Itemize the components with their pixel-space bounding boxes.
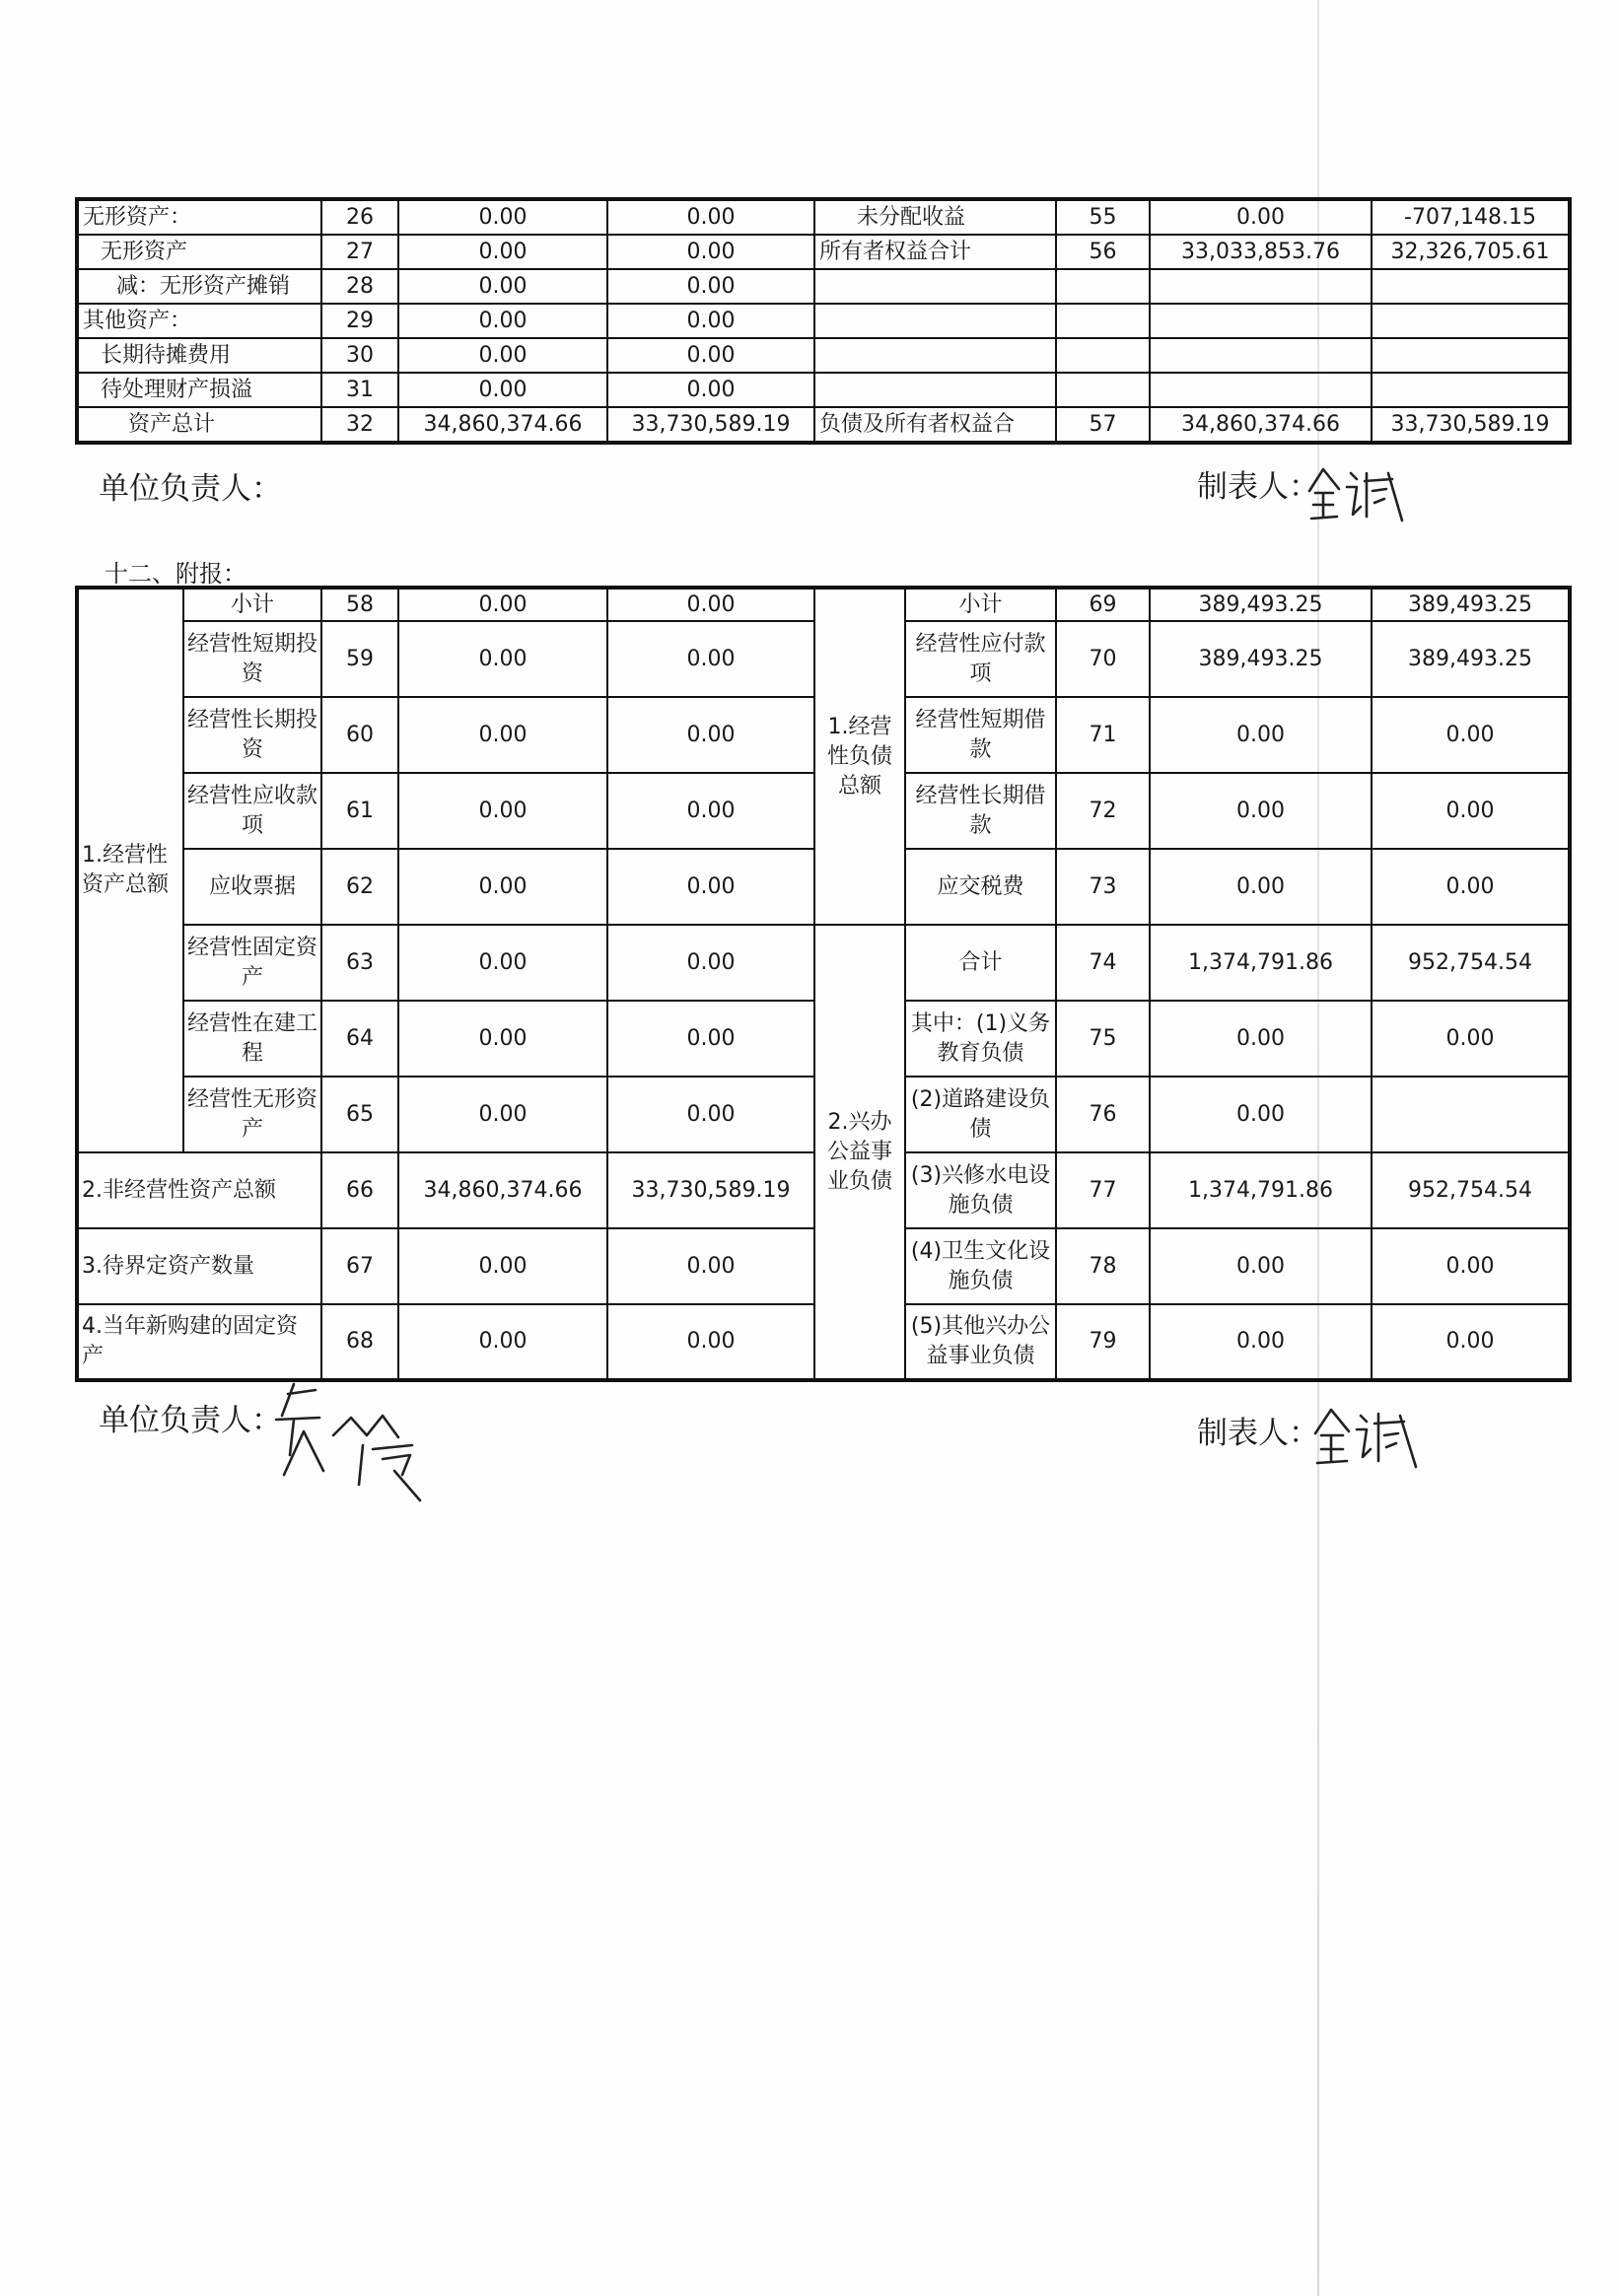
equity-begin-value: 0.00 <box>1150 199 1372 235</box>
asset-end-value: 0.00 <box>607 199 814 235</box>
appendix-right-end: 389,493.25 <box>1372 588 1570 621</box>
asset-line-no: 31 <box>321 373 398 407</box>
appendix-right-begin: 0.00 <box>1150 697 1372 773</box>
section-heading: 十二、附报： <box>105 560 246 588</box>
equity-item-label: 未分配收益 <box>814 199 1056 235</box>
asset-end-value: 0.00 <box>607 338 814 373</box>
asset-item-label: 无形资产 <box>77 235 321 269</box>
appendix-right-end <box>1372 1077 1570 1152</box>
operating-asset-label: 经营性短期投资 <box>183 621 321 697</box>
equity-end-value <box>1372 269 1570 304</box>
asset-begin-value: 0.00 <box>398 199 607 235</box>
equity-line-no <box>1056 373 1150 407</box>
equity-begin-value: 34,860,374.66 <box>1150 407 1372 443</box>
appendix-right-line-no: 71 <box>1056 697 1150 773</box>
appendix-left-end: 0.00 <box>607 849 814 925</box>
equity-item-label: 负债及所有者权益合 <box>814 407 1056 443</box>
table-row <box>77 407 1570 443</box>
table-row <box>77 269 1570 304</box>
appendix-right-begin: 1,374,791.86 <box>1150 1152 1372 1228</box>
appendix-table <box>75 586 1572 1382</box>
appendix-left-end: 0.00 <box>607 697 814 773</box>
asset-item-label: 减：无形资产摊销 <box>77 269 321 304</box>
appendix-left-end: 0.00 <box>607 621 814 697</box>
appendix-left-begin: 0.00 <box>398 621 607 697</box>
appendix-right-line-no: 76 <box>1056 1077 1150 1152</box>
operating-asset-label: 经营性固定资产 <box>183 925 321 1001</box>
preparer-signature-2 <box>1309 1400 1428 1475</box>
asset-line-no: 26 <box>321 199 398 235</box>
appendix-left-line-no: 59 <box>321 621 398 697</box>
appendix-right-end: 0.00 <box>1372 697 1570 773</box>
liability-item-label: 合计 <box>905 925 1056 1001</box>
appendix-left-begin: 34,860,374.66 <box>398 1152 607 1228</box>
appendix-right-end: 952,754.54 <box>1372 1152 1570 1228</box>
asset-line-no: 28 <box>321 269 398 304</box>
asset-begin-value: 0.00 <box>398 235 607 269</box>
asset-line-no: 30 <box>321 338 398 373</box>
equity-line-no <box>1056 269 1150 304</box>
appendix-right-begin: 0.00 <box>1150 773 1372 849</box>
appendix-right-end: 0.00 <box>1372 849 1570 925</box>
operating-asset-label: 应收票据 <box>183 849 321 925</box>
appendix-right-begin: 389,493.25 <box>1150 588 1372 621</box>
asset-line-no: 27 <box>321 235 398 269</box>
asset-end-value: 33,730,589.19 <box>607 407 814 443</box>
appendix-left-line-no: 64 <box>321 1001 398 1077</box>
appendix-right-begin: 0.00 <box>1150 1228 1372 1304</box>
appendix-left-begin: 0.00 <box>398 1001 607 1077</box>
table-row <box>77 338 1570 373</box>
equity-end-value: 32,326,705.61 <box>1372 235 1570 269</box>
liability-item-label: 小计 <box>905 588 1056 621</box>
table-row <box>77 199 1570 235</box>
appendix-right-line-no: 77 <box>1056 1152 1150 1228</box>
appendix-right-begin: 0.00 <box>1150 1304 1372 1380</box>
equity-begin-value <box>1150 338 1372 373</box>
asset-line-no: 29 <box>321 304 398 338</box>
appendix-right-line-no: 79 <box>1056 1304 1150 1380</box>
liability-item-label: (2)道路建设负债 <box>905 1077 1056 1152</box>
equity-begin-value <box>1150 373 1372 407</box>
liability-item-label: 经营性应付款项 <box>905 621 1056 697</box>
equity-item-label <box>814 269 1056 304</box>
unit-head-label: 单位负责人： <box>99 471 282 507</box>
equity-begin-value <box>1150 304 1372 338</box>
appendix-right-end: 952,754.54 <box>1372 925 1570 1001</box>
appendix-right-begin: 0.00 <box>1150 849 1372 925</box>
appendix-right-begin: 0.00 <box>1150 1001 1372 1077</box>
appendix-left-begin: 0.00 <box>398 1304 607 1380</box>
equity-item-label <box>814 373 1056 407</box>
equity-line-no: 56 <box>1056 235 1150 269</box>
equity-end-value <box>1372 304 1570 338</box>
asset-begin-value: 0.00 <box>398 373 607 407</box>
appendix-left-begin: 0.00 <box>398 773 607 849</box>
unit-head-signature <box>264 1376 442 1504</box>
liability-item-label: 经营性短期借款 <box>905 697 1056 773</box>
appendix-left-line-no: 61 <box>321 773 398 849</box>
appendix-left-line-no: 63 <box>321 925 398 1001</box>
appendix-left-end: 33,730,589.19 <box>607 1152 814 1228</box>
equity-begin-value <box>1150 269 1372 304</box>
asset-begin-value: 34,860,374.66 <box>398 407 607 443</box>
operating-asset-label: 经营性长期投资 <box>183 697 321 773</box>
operating-asset-label: 经营性应收款项 <box>183 773 321 849</box>
appendix-right-begin: 1,374,791.86 <box>1150 925 1372 1001</box>
appendix-right-end: 389,493.25 <box>1372 621 1570 697</box>
table-row <box>77 373 1570 407</box>
liability-item-label: (4)卫生文化设施负债 <box>905 1228 1056 1304</box>
appendix-left-begin: 0.00 <box>398 925 607 1001</box>
equity-end-value: 33,730,589.19 <box>1372 407 1570 443</box>
group-operating-assets: 1.经营性资产总额 <box>77 588 183 1152</box>
operating-asset-label: 经营性在建工程 <box>183 1001 321 1077</box>
asset-end-value: 0.00 <box>607 304 814 338</box>
group-operating-liabilities: 1.经营性负债总额 <box>814 588 905 925</box>
appendix-left-begin: 0.00 <box>398 588 607 621</box>
liability-item-label: (3)兴修水电设施负债 <box>905 1152 1056 1228</box>
appendix-right-line-no: 70 <box>1056 621 1150 697</box>
appendix-left-line-no: 66 <box>321 1152 398 1228</box>
table-row <box>77 235 1570 269</box>
equity-item-label <box>814 338 1056 373</box>
appendix-right-end: 0.00 <box>1372 1228 1570 1304</box>
appendix-left-end: 0.00 <box>607 1001 814 1077</box>
appendix-left-begin: 0.00 <box>398 697 607 773</box>
appendix-right-end: 0.00 <box>1372 773 1570 849</box>
equity-end-value <box>1372 338 1570 373</box>
appendix-left-line-no: 67 <box>321 1228 398 1304</box>
appendix-left-begin: 0.00 <box>398 1077 607 1152</box>
operating-asset-label: 小计 <box>183 588 321 621</box>
appendix-right-line-no: 69 <box>1056 588 1150 621</box>
asset-end-value: 0.00 <box>607 269 814 304</box>
asset-end-value: 0.00 <box>607 235 814 269</box>
equity-line-no: 55 <box>1056 199 1150 235</box>
group-public-welfare-debt: 2.兴办公益事业负债 <box>814 925 905 1380</box>
equity-line-no: 57 <box>1056 407 1150 443</box>
liability-item-label: 经营性长期借款 <box>905 773 1056 849</box>
asset-summary-label: 2.非经营性资产总额 <box>77 1152 321 1228</box>
appendix-left-line-no: 60 <box>321 697 398 773</box>
asset-begin-value: 0.00 <box>398 304 607 338</box>
appendix-right-begin: 0.00 <box>1150 1077 1372 1152</box>
appendix-left-line-no: 62 <box>321 849 398 925</box>
equity-end-value <box>1372 373 1570 407</box>
appendix-left-line-no: 65 <box>321 1077 398 1152</box>
preparer-signature <box>1303 459 1412 528</box>
appendix-left-end: 0.00 <box>607 1228 814 1304</box>
preparer-label-2: 制表人： <box>1197 1416 1319 1451</box>
table-row <box>77 588 1570 621</box>
asset-begin-value: 0.00 <box>398 338 607 373</box>
appendix-left-end: 0.00 <box>607 1304 814 1380</box>
appendix-left-line-no: 68 <box>321 1304 398 1380</box>
equity-item-label <box>814 304 1056 338</box>
appendix-right-end: 0.00 <box>1372 1001 1570 1077</box>
appendix-right-line-no: 74 <box>1056 925 1150 1001</box>
appendix-left-end: 0.00 <box>607 588 814 621</box>
equity-line-no <box>1056 338 1150 373</box>
equity-end-value: -707,148.15 <box>1372 199 1570 235</box>
appendix-left-line-no: 58 <box>321 588 398 621</box>
appendix-left-end: 0.00 <box>607 773 814 849</box>
equity-item-label: 所有者权益合计 <box>814 235 1056 269</box>
appendix-right-line-no: 73 <box>1056 849 1150 925</box>
equity-line-no <box>1056 304 1150 338</box>
appendix-right-line-no: 72 <box>1056 773 1150 849</box>
appendix-right-end: 0.00 <box>1372 1304 1570 1380</box>
asset-summary-label: 4.当年新购建的固定资产 <box>77 1304 321 1380</box>
unit-head-label-2: 单位负责人： <box>99 1403 282 1438</box>
appendix-left-begin: 0.00 <box>398 849 607 925</box>
operating-asset-label: 经营性无形资产 <box>183 1077 321 1152</box>
appendix-right-begin: 389,493.25 <box>1150 621 1372 697</box>
appendix-right-line-no: 78 <box>1056 1228 1150 1304</box>
asset-end-value: 0.00 <box>607 373 814 407</box>
appendix-right-line-no: 75 <box>1056 1001 1150 1077</box>
appendix-left-end: 0.00 <box>607 925 814 1001</box>
asset-line-no: 32 <box>321 407 398 443</box>
asset-begin-value: 0.00 <box>398 269 607 304</box>
liability-item-label: 其中：(1)义务教育负债 <box>905 1001 1056 1077</box>
asset-item-label: 资产总计 <box>77 407 321 443</box>
liability-item-label: 应交税费 <box>905 849 1056 925</box>
asset-item-label: 无形资产： <box>77 199 321 235</box>
table-row <box>77 304 1570 338</box>
asset-summary-label: 3.待界定资产数量 <box>77 1228 321 1304</box>
balance-sheet-continued-table <box>75 197 1572 445</box>
preparer-label: 制表人： <box>1197 469 1319 505</box>
asset-item-label: 其他资产： <box>77 304 321 338</box>
asset-item-label: 长期待摊费用 <box>77 338 321 373</box>
appendix-left-end: 0.00 <box>607 1077 814 1152</box>
table-row <box>77 925 1570 1001</box>
asset-item-label: 待处理财产损溢 <box>77 373 321 407</box>
equity-begin-value: 33,033,853.76 <box>1150 235 1372 269</box>
liability-item-label: (5)其他兴办公益事业负债 <box>905 1304 1056 1380</box>
appendix-left-begin: 0.00 <box>398 1228 607 1304</box>
